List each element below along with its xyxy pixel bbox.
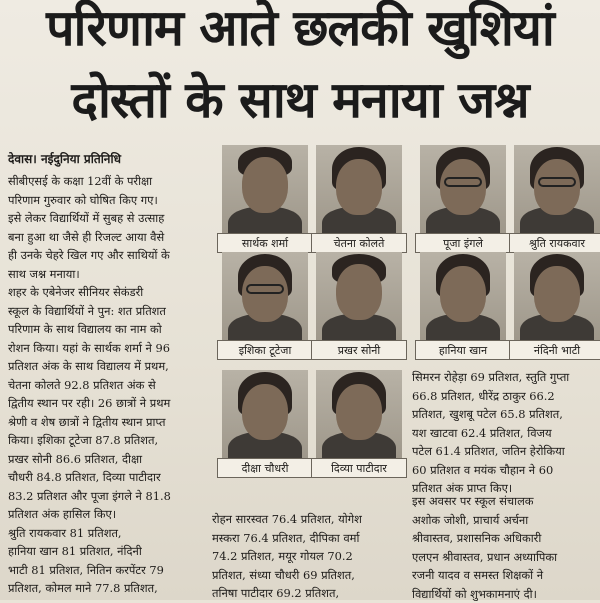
photo-caption: श्रुति रायकवार [509, 233, 600, 253]
article-line: एलएन श्रीवास्तव, प्रधान अध्यापिका [412, 548, 598, 567]
article-line: प्रतिशत, खुशबू पटेल 65.8 प्रतिशत, [412, 405, 598, 424]
dateline: देवास। नईदुनिया प्रतिनिधि [8, 150, 208, 167]
article-line: विद्यार्थियों को शुभकामनाएं दी। [412, 585, 598, 603]
article-line: रोशन किया। यहां के सार्थक शर्मा ने 96 [8, 339, 206, 358]
article-line: सीबीएसई के कक्षा 12वीं के परीक्षा [8, 172, 206, 191]
student-photo [222, 145, 308, 235]
article-line: पटेल 61.4 प्रतिशत, जतिन हेरोकिया [412, 442, 598, 461]
article-line: प्रतिशत अंक हासिल किए। [8, 505, 206, 524]
article-line: श्रीवास्तव, प्रशासनिक अधिकारी [412, 529, 598, 548]
article-line: बना हुआ था जैसे ही रिजल्ट आया वैसे [8, 228, 206, 247]
article-line: इसे लेकर विद्यार्थियों में सुबह से उत्साह [8, 209, 206, 228]
article-line: किया। इशिका टूटेजा 87.8 प्रतिशत, [8, 431, 206, 450]
article-line: यश खाटवा 62.4 प्रतिशत, विजय [412, 424, 598, 443]
article-line: इस अवसर पर स्कूल संचालक [412, 492, 598, 511]
article-line: प्रतिशत अंक के साथ विद्यालय में प्रथम, [8, 357, 206, 376]
article-line: सिमरन रोहेड़ा 69 प्रतिशत, स्तुति गुप्ता [412, 368, 598, 387]
student-photo [514, 252, 600, 342]
article-line: प्रखर सोनी 86.6 प्रतिशत, दीक्षा [8, 450, 206, 469]
article-line: साथ जश्न मनाया। [8, 265, 206, 284]
article-line: मस्करा 76.4 प्रतिशत, दीपिका वर्मा [212, 529, 410, 548]
student-photo [316, 252, 402, 342]
headline-line-1: परिणाम आते छलकी खुशियां [0, 0, 600, 58]
article-line: द्वितीय स्थान पर रही। 26 छात्रों ने प्रथम [8, 394, 206, 413]
photo-caption: पूजा इंगले [415, 233, 511, 253]
article-line: प्रतिशत, संध्या चौधरी 69 प्रतिशत, [212, 566, 410, 585]
article-line: चेतना कोलते 92.8 प्रतिशत अंक से [8, 376, 206, 395]
article-line: रजनी यादव व समस्त शिक्षकों ने [412, 566, 598, 585]
article-column-right-bottom [412, 492, 598, 603]
photo-caption: नंदिनी भाटी [509, 340, 600, 360]
article-line: हानिया खान 81 प्रतिशत, नंदिनी [8, 542, 206, 561]
headline-line-2: दोस्तों के साथ मनाया जश्न [0, 70, 600, 130]
article-line: रोहन सारस्वत 76.4 प्रतिशत, योगेश [212, 510, 410, 529]
photo-caption: इशिका टूटेजा [217, 340, 313, 360]
student-photo [420, 252, 506, 342]
article-line: ही उनके चेहरे खिल गए और साथियों के [8, 246, 206, 265]
student-photo [514, 145, 600, 235]
article-line: 66.8 प्रतिशत, धीरेंद्र ठाकुर 66.2 [412, 387, 598, 406]
article-line: प्रतिशत, कोमल माने 77.8 प्रतिशत, [8, 579, 206, 598]
article-column-middle [212, 510, 410, 603]
article-line: भाटी 81 प्रतिशत, नितिन करपेंटर 79 [8, 561, 206, 580]
article-line: चौधरी 84.8 प्रतिशत, दिव्या पाटीदार [8, 468, 206, 487]
article-column-right-top [412, 368, 598, 498]
article-line: स्कूल के विद्यार्थियों ने पुन: शत प्रतिशत [8, 302, 206, 321]
student-photo [222, 252, 308, 342]
student-photo [222, 370, 308, 460]
article-line: श्रुति रायकवार 81 प्रतिशत, [8, 524, 206, 543]
article-line: श्रेणी व शेष छात्रों ने द्वितीय स्थान प्राप्त [8, 413, 206, 432]
photo-caption: चेतना कोलते [311, 233, 407, 253]
photo-caption: सार्थक शर्मा [217, 233, 313, 253]
student-photo [420, 145, 506, 235]
photo-caption: दिव्या पाटीदार [311, 458, 407, 478]
article-column-left [8, 172, 206, 598]
article-line: अशोक जोशी, प्राचार्य अर्चना [412, 511, 598, 530]
article-line: परिणाम गुरुवार को घोषित किए गए। [8, 191, 206, 210]
article-line: प्रतिशत अंक प्राप्त किए। [412, 479, 598, 498]
student-photo [316, 370, 402, 460]
article-line: 60 प्रतिशत व मयंक चौहान ने 60 [412, 461, 598, 480]
photo-caption: प्रखर सोनी [311, 340, 407, 360]
photo-caption: दीक्षा चौधरी [217, 458, 313, 478]
student-photo [316, 145, 402, 235]
article-line: शहर के एबेनेजर सीनियर सेकंडरी [8, 283, 206, 302]
photo-caption: हानिया खान [415, 340, 511, 360]
article-line: तनिषा पाटीदार 69.2 प्रतिशत, [212, 584, 410, 603]
article-line: परिणाम के साथ विद्यालय का नाम को [8, 320, 206, 339]
article-line: 74.2 प्रतिशत, मयूर गोयल 70.2 [212, 547, 410, 566]
article-line: 83.2 प्रतिशत और पूजा इंगले ने 81.8 [8, 487, 206, 506]
